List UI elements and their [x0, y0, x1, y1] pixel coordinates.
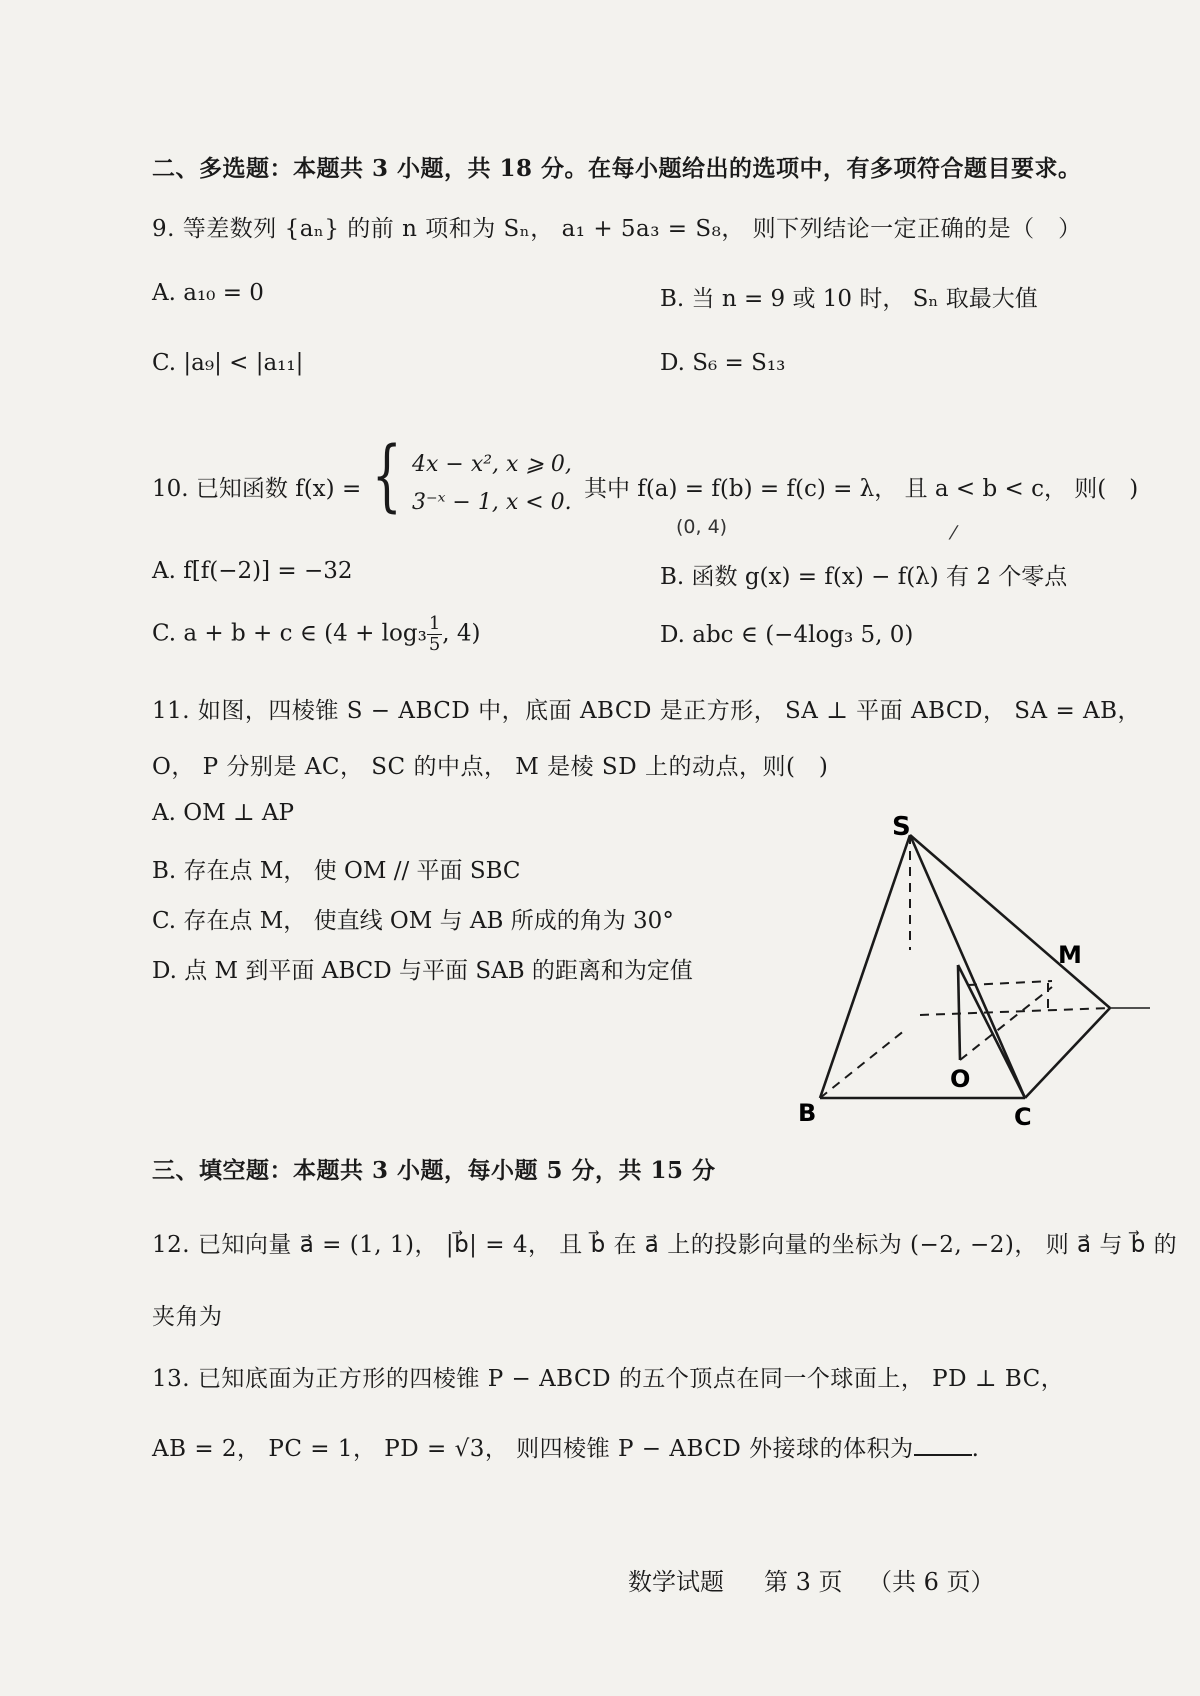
q11-stem-line1: 11. 如图，四棱锥 S − ABCD 中，底面 ABCD 是正方形， SA ⊥ 平面 ABCD， SA = AB， — [152, 698, 1142, 724]
q10-prefix: 10. 已知函数 f(x) = — [152, 476, 362, 502]
fraction-denominator: 5 — [428, 633, 441, 655]
edge-sd — [910, 835, 1110, 1008]
section3-title: 三、填空题：本题共 3 小题，每小题 5 分，共 15 分 — [152, 1157, 716, 1184]
q9-option-b: B. 当 n = 9 或 10 时， Sₙ 取最大值 — [660, 286, 1038, 312]
fraction — [427, 614, 442, 655]
q13-line2-text: AB = 2， PC = 1， PD = √3， 则四棱锥 P − ABCD 外接球的体积为 — [152, 1436, 914, 1462]
q10-option-c-prefix: C. a + b + c ∈ (4 + log₃ — [152, 620, 427, 647]
q10-suffix: 其中 f(a) = f(b) = f(c) = λ， 且 a < b < c， 则( ) — [584, 476, 1139, 502]
q11-option-a: A. OM ⊥ AP — [152, 800, 294, 826]
q10-piece-1: 4x − x², x ⩾ 0, — [412, 452, 572, 477]
edge-sc — [910, 835, 1025, 1098]
segment-o — [958, 965, 960, 1060]
q10-piece-2: 3⁻ˣ − 1, x < 0. — [412, 490, 572, 515]
footer-subject: 数学试题 — [628, 1568, 724, 1596]
label-b: B — [798, 1099, 817, 1127]
q11-option-b: B. 存在点 M， 使 OM // 平面 SBC — [152, 858, 521, 884]
fraction-numerator: 1 — [428, 613, 441, 634]
q9-stem: 9. 等差数列 {aₙ} 的前 n 项和为 Sₙ， a₁ + 5a₃ = S₈， 则下列结论一定正确的是（ ） — [152, 216, 1082, 242]
footer-page: 第 3 页 — [764, 1568, 843, 1596]
q11-stem-line2: O， P 分别是 AC， SC 的中点， M 是棱 SD 上的动点，则( ) — [152, 754, 829, 780]
label-o: O — [950, 1065, 971, 1093]
q9-option-a: A. a₁₀ = 0 — [152, 280, 264, 306]
q10-option-c-suffix: , 4) — [442, 620, 481, 647]
q12-line2: 夹角为 — [152, 1304, 223, 1330]
answer-blank — [914, 1436, 972, 1456]
segment-m-horizontal — [968, 981, 1052, 985]
q10-option-b: B. 函数 g(x) = f(x) − f(λ) 有 2 个零点 — [660, 564, 1068, 590]
q11-option-d: D. 点 M 到平面 ABCD 与平面 SAB 的距离和为定值 — [152, 958, 693, 984]
piecewise-brace: { — [371, 431, 402, 521]
q10-option-d: D. abc ∈ (−4log₃ 5, 0) — [660, 622, 914, 648]
edge-cd — [1025, 1008, 1110, 1098]
q13-line2 — [152, 1430, 979, 1463]
label-s: S — [892, 815, 911, 842]
handwritten-tick-mark: ⁄ — [952, 522, 956, 544]
label-c: C — [1014, 1103, 1032, 1131]
section2-title: 二、多选题：本题共 3 小题，共 18 分。在每小题给出的选项中，有多项符合题目要求。 — [152, 155, 1082, 182]
edge-ad-hidden — [920, 1008, 1110, 1015]
label-m: M — [1058, 941, 1082, 969]
q11-option-c: C. 存在点 M， 使直线 OM 与 AB 所成的角为 30° — [152, 908, 674, 934]
q9-option-c: C. |a₉| < |a₁₁| — [152, 350, 304, 376]
footer-total: （共 6 页） — [868, 1568, 995, 1596]
edge-sb — [820, 835, 910, 1098]
pyramid-figure — [790, 815, 1160, 1135]
q10-option-c — [152, 614, 481, 655]
q10-handwriting: (0, 4) — [676, 516, 728, 538]
q10-option-a: A. f[f(−2)] = −32 — [152, 558, 353, 584]
q13-line1: 13. 已知底面为正方形的四棱锥 P − ABCD 的五个顶点在同一个球面上， PD ⊥ BC， — [152, 1366, 1065, 1392]
q12-line1: 12. 已知向量 a⃗ = (1, 1)， |b⃗| = 4， 且 b⃗ 在 a⃗ 上的投影向量的坐标为 (−2, −2)， 则 a⃗ 与 b⃗ 的 — [152, 1232, 1178, 1258]
q13-line2-end: . — [971, 1436, 980, 1462]
q9-option-d: D. S₆ = S₁₃ — [660, 350, 786, 376]
